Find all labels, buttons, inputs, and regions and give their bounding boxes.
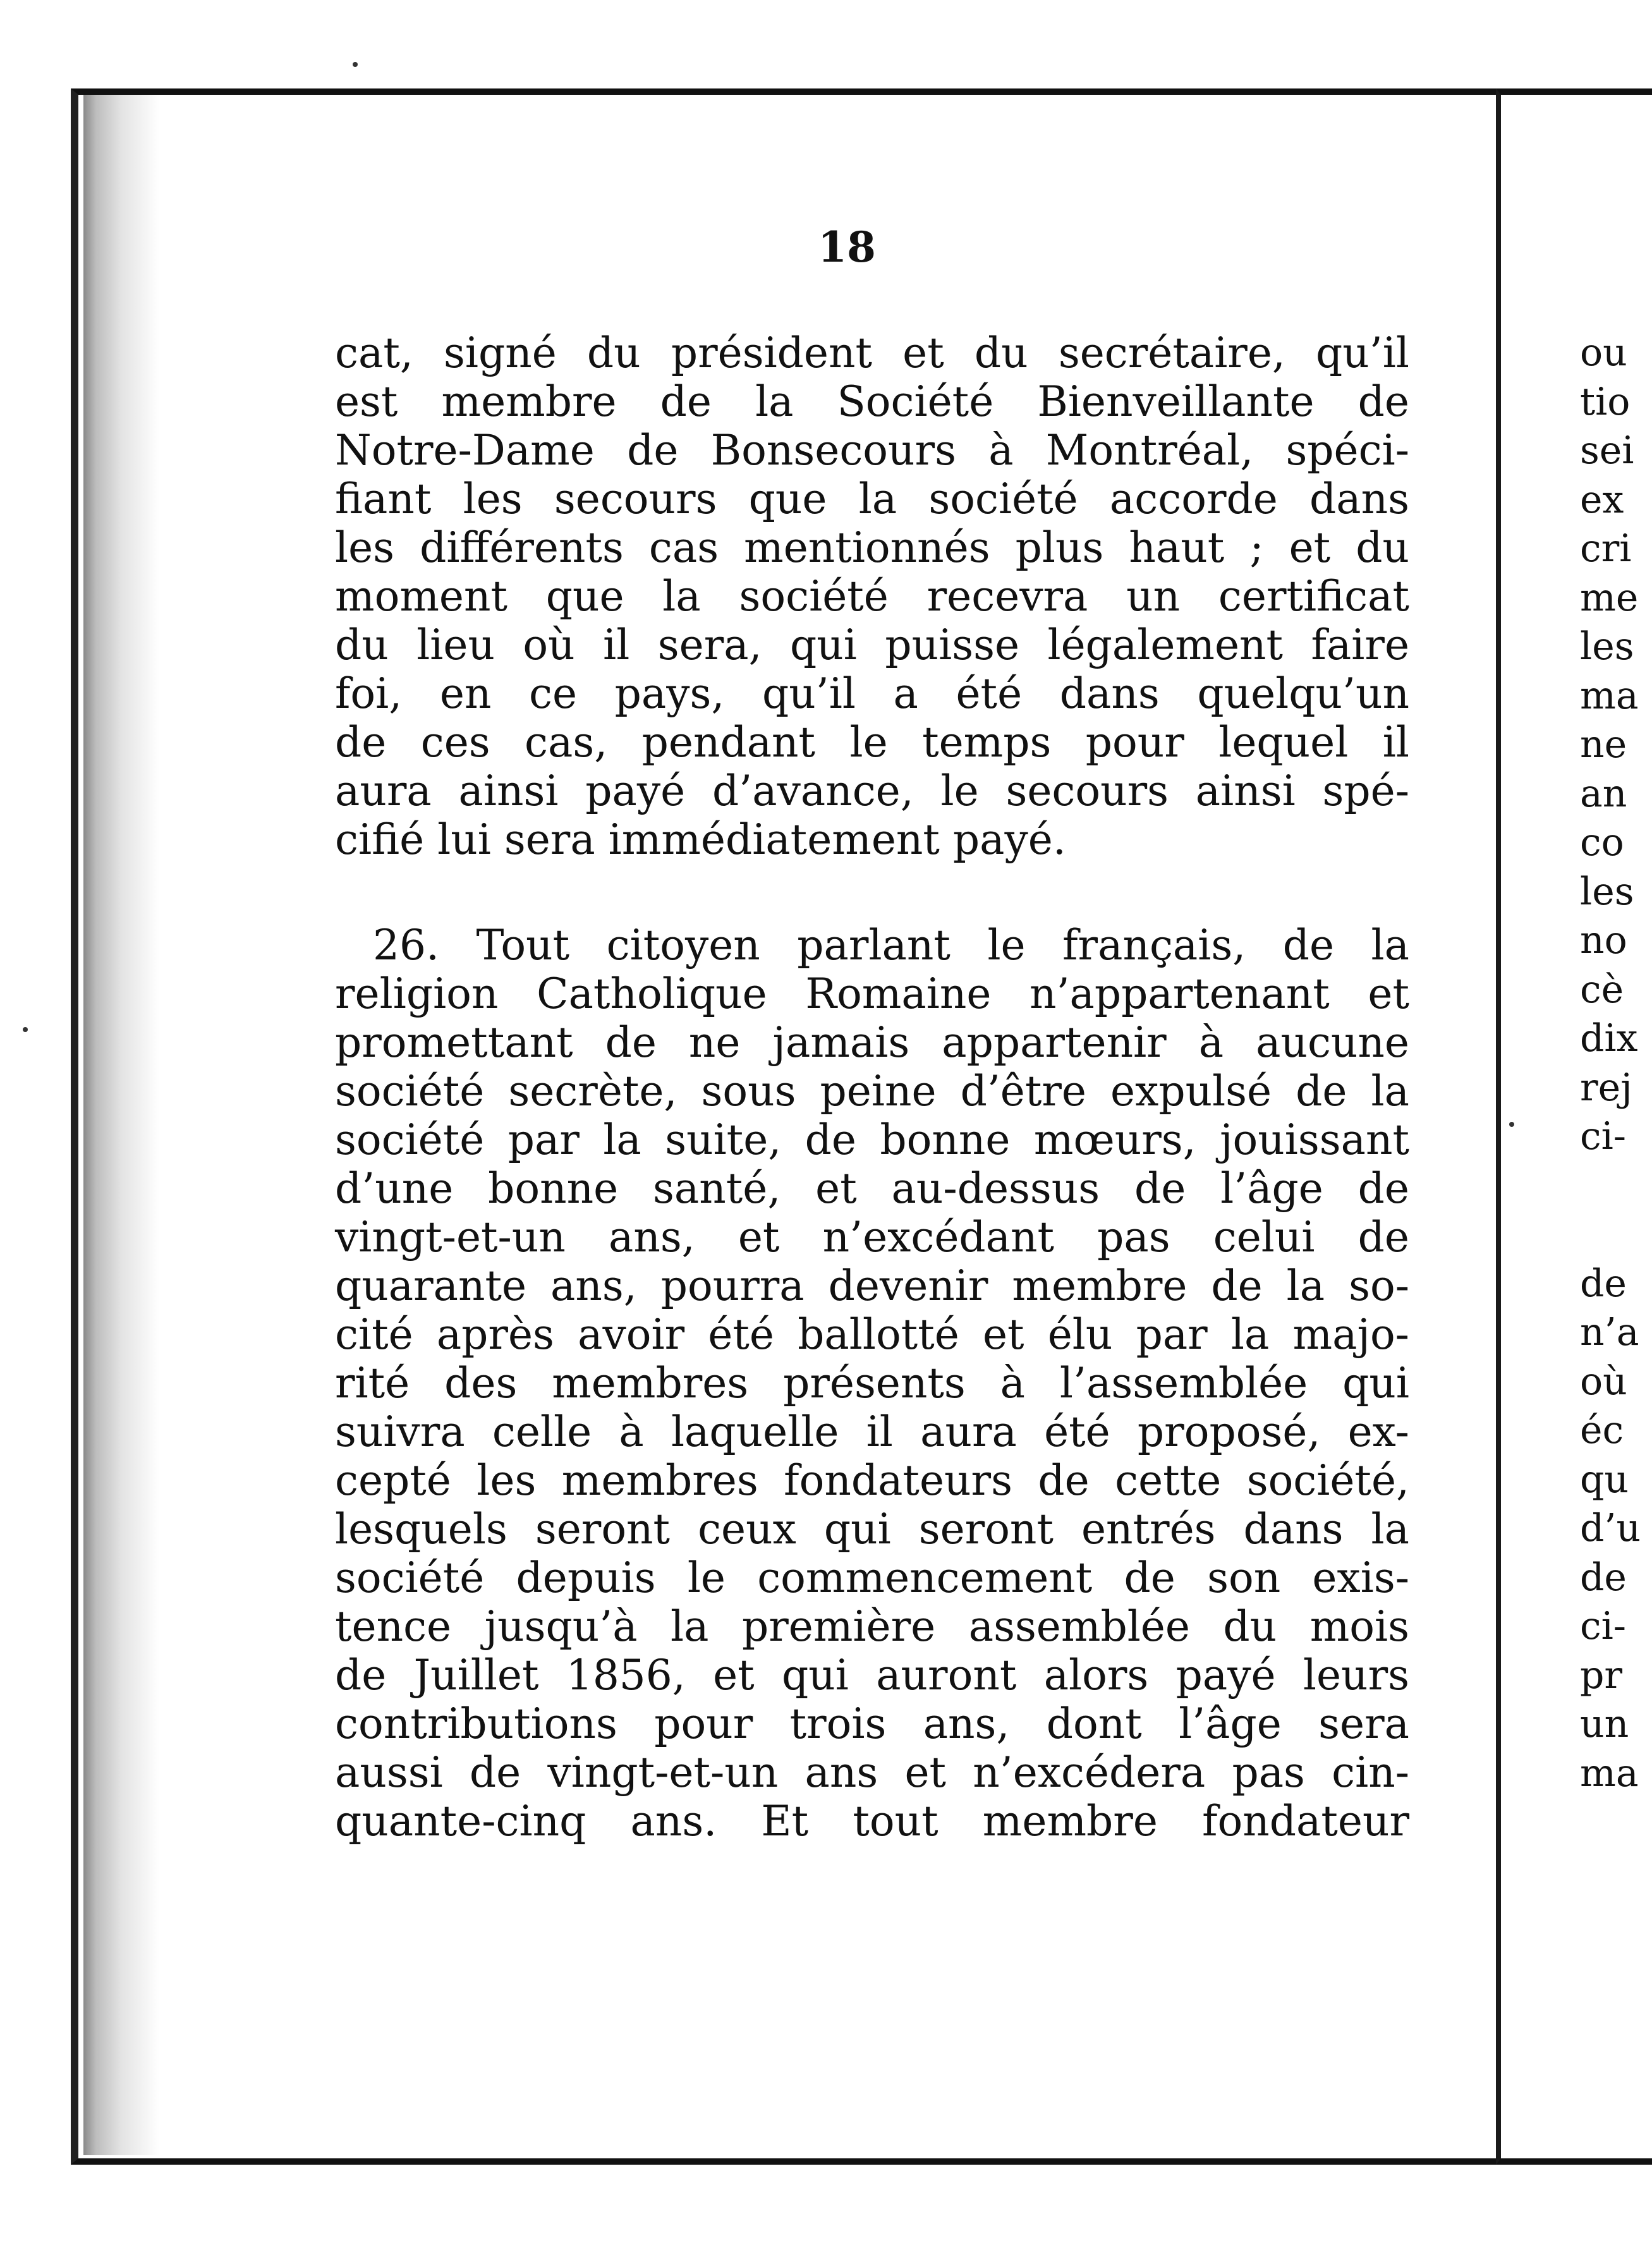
fragment: an — [1580, 771, 1627, 816]
page-gutter-shadow — [83, 95, 159, 2155]
text-line: cité après avoir été ballotté et élu par la majo- — [335, 1310, 1409, 1359]
fragment: où — [1580, 1359, 1627, 1404]
text-line: aussi de vingt-et-un ans et n’excédera pas cin- — [335, 1748, 1409, 1797]
text-line: foi, en ce pays, qu’il a été dans quelqu’un — [335, 669, 1409, 718]
text-line: société depuis le commencement de son exis- — [335, 1554, 1409, 1602]
fragment: ci- — [1580, 1604, 1627, 1648]
paragraph-continuation — [335, 329, 1409, 864]
fragment: qu — [1580, 1457, 1629, 1502]
fragment: les — [1580, 869, 1634, 914]
fragment: ma — [1580, 1751, 1639, 1796]
fragment: sei — [1580, 429, 1634, 473]
fragment: de — [1580, 1261, 1627, 1306]
fragment: ou — [1580, 331, 1627, 375]
text-line: tence jusqu’à la première assemblée du mois — [335, 1602, 1409, 1651]
fragment: un — [1580, 1702, 1629, 1746]
text-line: société secrète, sous peine d’être expulsé de la — [335, 1067, 1409, 1116]
fragment: no — [1580, 918, 1627, 963]
text-line: de Juillet 1856, et qui auront alors payé leurs — [335, 1651, 1409, 1700]
text-line: d’une bonne santé, et au-dessus de l’âge de — [335, 1164, 1409, 1213]
fragment: les — [1580, 624, 1634, 669]
text-line: rité des membres présents à l’assemblée qui — [335, 1359, 1409, 1408]
text-line: lesquels seront ceux qui seront entrés dans la — [335, 1505, 1409, 1554]
text-line: de ces cas, pendant le temps pour lequel il — [335, 718, 1409, 767]
text-line: 26. Tout citoyen parlant le français, de la — [373, 921, 1409, 970]
text-line: société par la suite, de bonne mœurs, jouissant — [335, 1116, 1409, 1164]
text-line: les différents cas mentionnés plus haut ; et du — [335, 523, 1409, 572]
text-line: cepté les membres fondateurs de cette société, — [335, 1456, 1409, 1505]
fragment: co — [1580, 820, 1624, 865]
text-line: Notre-Dame de Bonsecours à Montréal, spéci- — [335, 426, 1409, 475]
scan-speck — [353, 62, 358, 67]
fragment: rej — [1580, 1065, 1632, 1110]
fragment-gap — [1580, 1162, 1652, 1260]
text-line: est membre de la Société Bienveillante de — [335, 377, 1409, 426]
page-number: 18 — [818, 222, 876, 272]
fragment: tio — [1580, 379, 1631, 424]
fragment: de — [1580, 1555, 1627, 1600]
text-line: suivra celle à laquelle il aura été proposé, ex- — [335, 1408, 1409, 1456]
fragment: pr — [1580, 1653, 1623, 1698]
text-line: aura ainsi payé d’avance, le secours ainsi spé- — [335, 767, 1409, 815]
body-text — [335, 329, 1409, 1846]
fragment: cri — [1580, 526, 1632, 571]
article-26-paragraph — [335, 921, 1409, 1846]
fragment: me — [1580, 575, 1639, 620]
text-line: cat, signé du président et du secrétaire, qu’il — [335, 329, 1409, 377]
text-line: vingt-et-un ans, et n’excédant pas celui de — [335, 1213, 1409, 1262]
text-line: cifié lui sera immédiatement payé. — [335, 815, 1066, 864]
text-line: promettant de ne jamais appartenir à aucune — [335, 1018, 1409, 1067]
fragment: dix — [1580, 1016, 1638, 1061]
text-line: religion Catholique Romaine n’appartenant et — [335, 970, 1409, 1018]
scan-speck — [1509, 1122, 1514, 1127]
fragment: ci- — [1580, 1114, 1627, 1158]
fragment: ne — [1580, 722, 1627, 767]
text-line: contributions pour trois ans, dont l’âge sera — [335, 1700, 1409, 1748]
fragment: ma — [1580, 673, 1639, 718]
text-line: fiant les secours que la société accorde dans — [335, 475, 1409, 523]
fragment: n’a — [1580, 1310, 1639, 1354]
paragraph-gap — [335, 864, 1409, 921]
fragment: éc — [1580, 1408, 1624, 1452]
right-page-text-fragments — [1580, 329, 1652, 1798]
text-line: quarante ans, pourra devenir membre de la so- — [335, 1262, 1409, 1310]
fragment: d’u — [1580, 1506, 1641, 1550]
text-line: moment que la société recevra un certificat — [335, 572, 1409, 621]
scan-speck — [23, 1027, 28, 1032]
text-line: du lieu où il sera, qui puisse légalement faire — [335, 621, 1409, 669]
text-line: quante-cinq ans. Et tout membre fondateur — [335, 1797, 1409, 1846]
fragment: ex — [1580, 477, 1624, 522]
fragment: cè — [1580, 967, 1624, 1012]
